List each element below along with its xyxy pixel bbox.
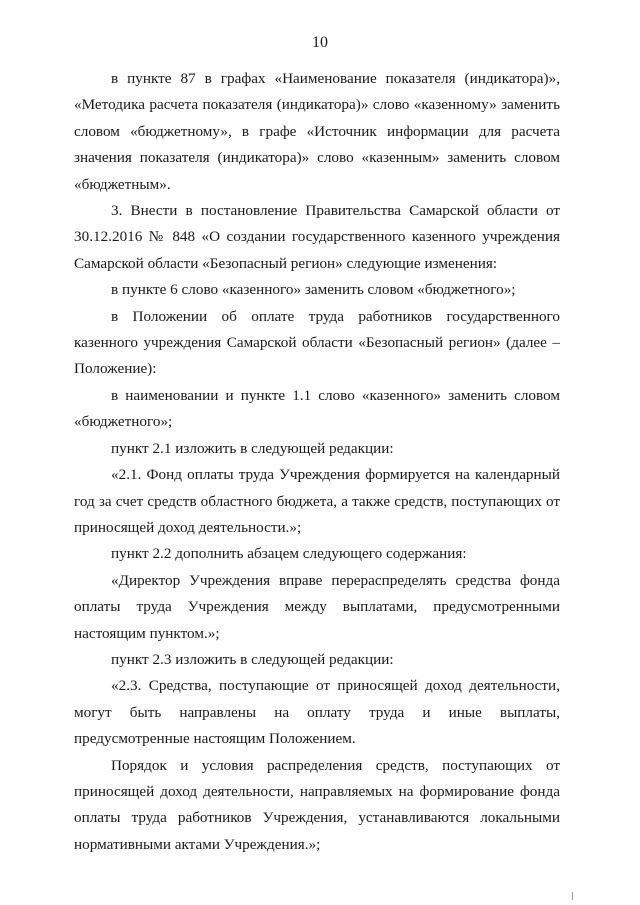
paragraph-point-6: в пункте 6 слово «казенного» заменить словом «бюджетного»;: [111, 281, 516, 299]
paragraph-point-2-1-instruction: пункт 2.1 изложить в следующей редакции:: [111, 439, 394, 457]
paragraph-title-and-1-1: в наименовании и пункте 1.1 слово «казенного» заменить словом «бюджетного»;: [74, 386, 560, 431]
paragraph-distribution-order: Порядок и условия распределения средств, поступающих от приносящей доход деятельности, направляемых на формирование фонда оплаты труда работников Учреждения, устанавливаются локальными нормативными актами Учреждения.»;: [74, 756, 560, 853]
scan-artifact-mark: [572, 892, 573, 900]
paragraph-point-2-3-instruction: пункт 2.3 изложить в следующей редакции:: [111, 650, 394, 668]
page-number: 10: [312, 34, 328, 51]
paragraph-section-3: 3. Внести в постановление Правительства Самарской области от 30.12.2016 № 848 «О создании государственного казенного учреждения Самарской области «Безопасный регион» следующие изменения:: [74, 202, 560, 272]
document-body: [74, 66, 560, 858]
paragraph-point-2-2-instruction: пункт 2.2 дополнить абзацем следующего содержания:: [111, 545, 467, 563]
paragraph-point-2-2-text: «Директор Учреждения вправе перераспределять средства фонда оплаты труда Учреждения между выплатами, предусмотренными настоящим пунктом.»;: [74, 571, 560, 642]
paragraph-point-2-1-text: «2.1. Фонд оплаты труда Учреждения формируется на календарный год за счет средств областного бюджета, а также средств, поступающих от приносящей доход деятельности.»;: [74, 466, 560, 536]
paragraph-regulation-intro: в Положении об оплате труда работников государственного казенного учреждения Самарской области «Безопасный регион» (далее – Положение):: [74, 307, 560, 378]
paragraph-point-87: в пункте 87 в графах «Наименование показателя (индикатора)», «Методика расчета показателя (индикатора)» слово «казенному» заменить словом «бюджетному», в графе «Источник информации для расчета значения показателя (индикатора)» слово «казенным» заменить словом «бюджетным».: [74, 70, 560, 193]
paragraph-point-2-3-text: «2.3. Средства, поступающие от приносящей доход деятельности, могут быть направлены на оплату труда и иные выплаты, предусмотренные настоящим Положением.: [74, 677, 560, 748]
